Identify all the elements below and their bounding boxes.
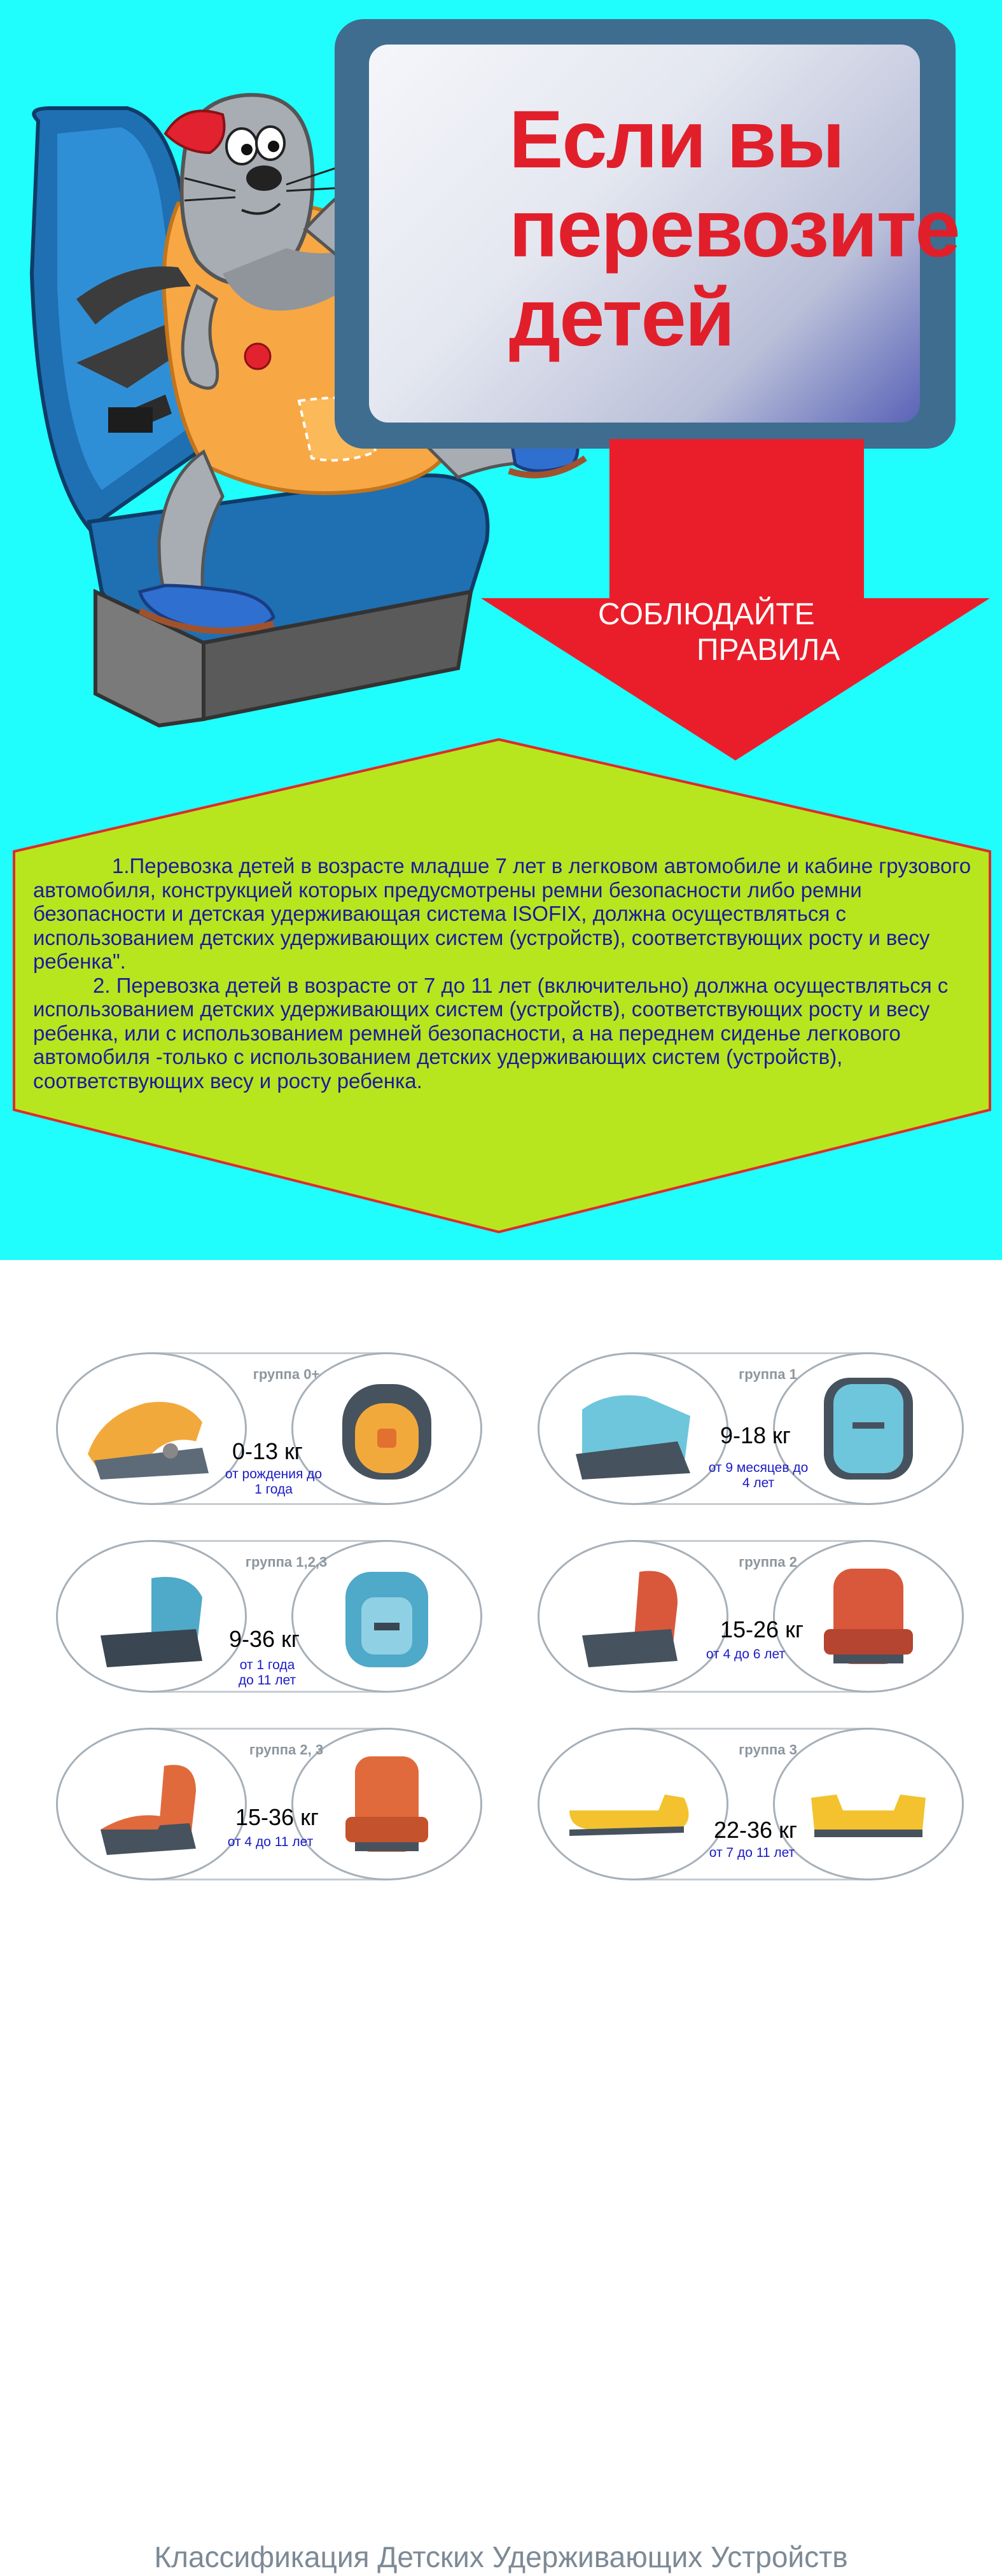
rule-1: 1.Перевозка детей в возрасте младше 7 лет в легковом автомобиле и кабине грузового автомобиля, конструкцией которых предусмотрены ремни безопасности либо ремни безопасности и детская удерживающая система ISOFIX, должна осуществляться с использованием детских удерживающих систем (устройств), соответствующих росту и весу ребенка". xyxy=(33,854,971,973)
infant-carrier-front-icon xyxy=(317,1371,457,1486)
group-label: группа 2 xyxy=(739,1554,797,1570)
weight-range: 15-36 кг xyxy=(235,1804,319,1830)
booster-highback-front-icon xyxy=(798,1559,938,1674)
booster-seat-side-icon xyxy=(75,1753,228,1861)
rules-text xyxy=(33,854,981,1093)
booster-seat-front-icon xyxy=(317,1747,457,1861)
group-label: группа 1 xyxy=(739,1366,797,1382)
age-range: от 7 до 11 лет xyxy=(709,1845,795,1860)
arrow-caption xyxy=(598,597,865,668)
weight-range: 9-36 кг xyxy=(229,1626,300,1652)
arrow-caption-line-1: СОБЛЮДАЙТЕ xyxy=(598,598,815,631)
child-seat-front-icon xyxy=(798,1371,938,1486)
weight-range: 9-18 кг xyxy=(720,1422,791,1448)
age-range: от 1 года до 11 лет xyxy=(238,1658,296,1688)
group-card xyxy=(538,1728,970,1880)
group-card xyxy=(56,1352,489,1505)
group-card xyxy=(56,1540,489,1693)
group-card xyxy=(538,1540,970,1693)
headline xyxy=(509,94,959,363)
headline-line-2: перевозите xyxy=(509,183,959,274)
booster-cushion-front-icon xyxy=(798,1747,938,1861)
booster-cushion-side-icon xyxy=(557,1753,709,1861)
age-range: от 4 до 6 лет xyxy=(706,1647,786,1662)
group-label: группа 3 xyxy=(739,1742,797,1758)
child-seat-side-icon xyxy=(557,1378,709,1486)
infant-carrier-side-icon xyxy=(75,1378,228,1486)
age-range: от 9 месяцев до 4 лет xyxy=(708,1460,809,1490)
convertible-seat-side-icon xyxy=(75,1565,228,1674)
convertible-seat-front-icon xyxy=(317,1559,457,1674)
group-label: группа 0+ xyxy=(253,1366,320,1382)
poster-top xyxy=(0,0,1002,1260)
weight-range: 15-26 кг xyxy=(720,1616,804,1642)
rule-2: 2. Перевозка детей в возрасте от 7 до 11 лет (включительно) должна осуществляться с использованием детских удерживающих систем (устройств), соответствующих росту и весу ребенка, или с использованием ремней безопасности, а на переднем сиденье легкового автомобиля -только с использованием детских удерживающих систем (устройств), соответствующих весу и росту ребенка. xyxy=(33,973,949,1093)
group-card xyxy=(538,1352,970,1505)
group-card xyxy=(56,1728,489,1880)
group-label: группа 1,2,3 xyxy=(245,1554,328,1570)
weight-range: 0-13 кг xyxy=(232,1438,303,1464)
group-label: группа 2, 3 xyxy=(249,1742,324,1758)
age-range: от 4 до 11 лет xyxy=(227,1835,314,1849)
weight-range: 22-36 кг xyxy=(714,1817,797,1843)
arrow-caption-line-2: ПРАВИЛА xyxy=(697,633,840,667)
age-range: от рождения до 1 года xyxy=(225,1467,323,1497)
headline-line-1: Если вы xyxy=(509,94,844,185)
booster-highback-side-icon xyxy=(557,1565,709,1674)
headline-line-3: детей xyxy=(509,272,734,363)
classification-title: Классификация Детских Удерживающих Устройств xyxy=(154,2540,848,2573)
